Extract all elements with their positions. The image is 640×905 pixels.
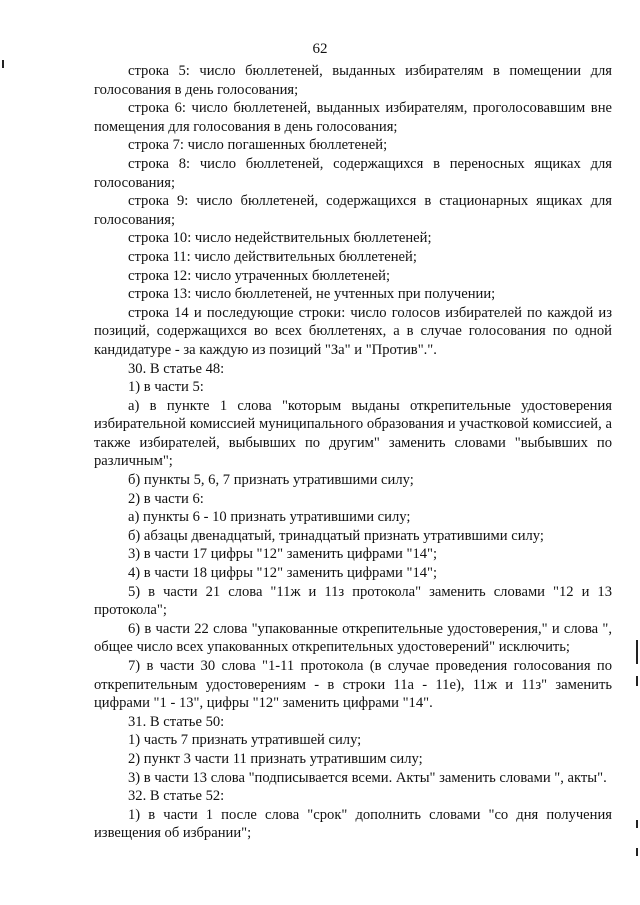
scan-mark bbox=[2, 60, 4, 68]
paragraph: 7) в части 30 слова "1-11 протокола (в случае проведения голосования по открепительным удостоверениям - в строки 11а - 11е), 11ж и 11з" заменить цифрами "1 - 13", цифры "12" заменить цифрами "14". bbox=[94, 658, 612, 712]
paragraph: а) пункты 6 - 10 признать утратившими силу; bbox=[128, 509, 411, 526]
scan-mark bbox=[636, 848, 638, 856]
paragraph: строка 14 и последующие строки: число голосов избирателей по каждой из позиций, содержащихся во всех бюллетенях, а в случае голосования по одной кандидатуре - за каждую из позиций "За" и "Против".". bbox=[94, 304, 612, 358]
paragraph: 1) в части 5: bbox=[128, 379, 204, 396]
scan-mark bbox=[636, 820, 638, 828]
paragraph: 3) в части 13 слова "подписывается всеми. Акты" заменить словами ", акты". bbox=[128, 769, 607, 786]
paragraph: 5) в части 21 слова "11ж и 11з протокола" заменить словами "12 и 13 протокола"; bbox=[94, 583, 612, 619]
paragraph: 1) в части 1 после слова "срок" дополнить словами "со дня получения извещения об избрании"; bbox=[94, 806, 612, 842]
scan-mark bbox=[636, 676, 638, 686]
paragraph: 2) в части 6: bbox=[128, 490, 204, 507]
paragraph: б) абзацы двенадцатый, тринадцатый признать утратившими силу; bbox=[128, 527, 544, 544]
section-heading: 32. В статье 52: bbox=[128, 788, 225, 805]
paragraph: 1) часть 7 признать утратившей силу; bbox=[128, 732, 362, 749]
paragraph: строка 11: число действительных бюллетеней; bbox=[128, 248, 417, 265]
paragraph: 2) пункт 3 части 11 признать утратившим силу; bbox=[128, 750, 423, 767]
paragraph: строка 13: число бюллетеней, не учтенных при получении; bbox=[128, 286, 496, 303]
paragraph: 4) в части 18 цифры "12" заменить цифрами "14"; bbox=[128, 565, 438, 582]
paragraph: строка 5: число бюллетеней, выданных избирателям в помещении для голосования в день голосования; bbox=[94, 63, 612, 98]
section-heading: 30. В статье 48: bbox=[128, 360, 225, 377]
page-number: 62 bbox=[312, 41, 328, 57]
section-heading: 31. В статье 50: bbox=[128, 713, 225, 730]
document-body bbox=[94, 62, 612, 843]
scan-mark bbox=[636, 640, 638, 664]
paragraph: строка 6: число бюллетеней, выданных избирателям, проголосовавшим вне помещения для голосования в день голосования; bbox=[94, 100, 612, 135]
paragraph: 6) в части 22 слова "упакованные открепительные удостоверения," и слова ", общее число всех упакованных открепительных удостоверений" исключить; bbox=[94, 620, 612, 656]
paragraph: строка 7: число погашенных бюллетеней; bbox=[128, 137, 388, 154]
paragraph: б) пункты 5, 6, 7 признать утратившими силу; bbox=[128, 472, 414, 489]
paragraph: а) в пункте 1 слова "которым выданы открепительные удостоверения избирательной комиссией муниципального образования и участковой комиссией, а также избирателей, выбывших по другим" заменить словами "выбывших по различным"; bbox=[94, 397, 612, 470]
paragraph: строка 10: число недействительных бюллетеней; bbox=[128, 230, 432, 247]
paragraph: строка 8: число бюллетеней, содержащихся в переносных ящиках для голосования; bbox=[94, 155, 612, 191]
paragraph: строка 9: число бюллетеней, содержащихся в стационарных ящиках для голосования; bbox=[94, 193, 612, 228]
paragraph: 3) в части 17 цифры "12" заменить цифрами "14"; bbox=[128, 546, 438, 563]
paragraph: строка 12: число утраченных бюллетеней; bbox=[128, 267, 391, 284]
